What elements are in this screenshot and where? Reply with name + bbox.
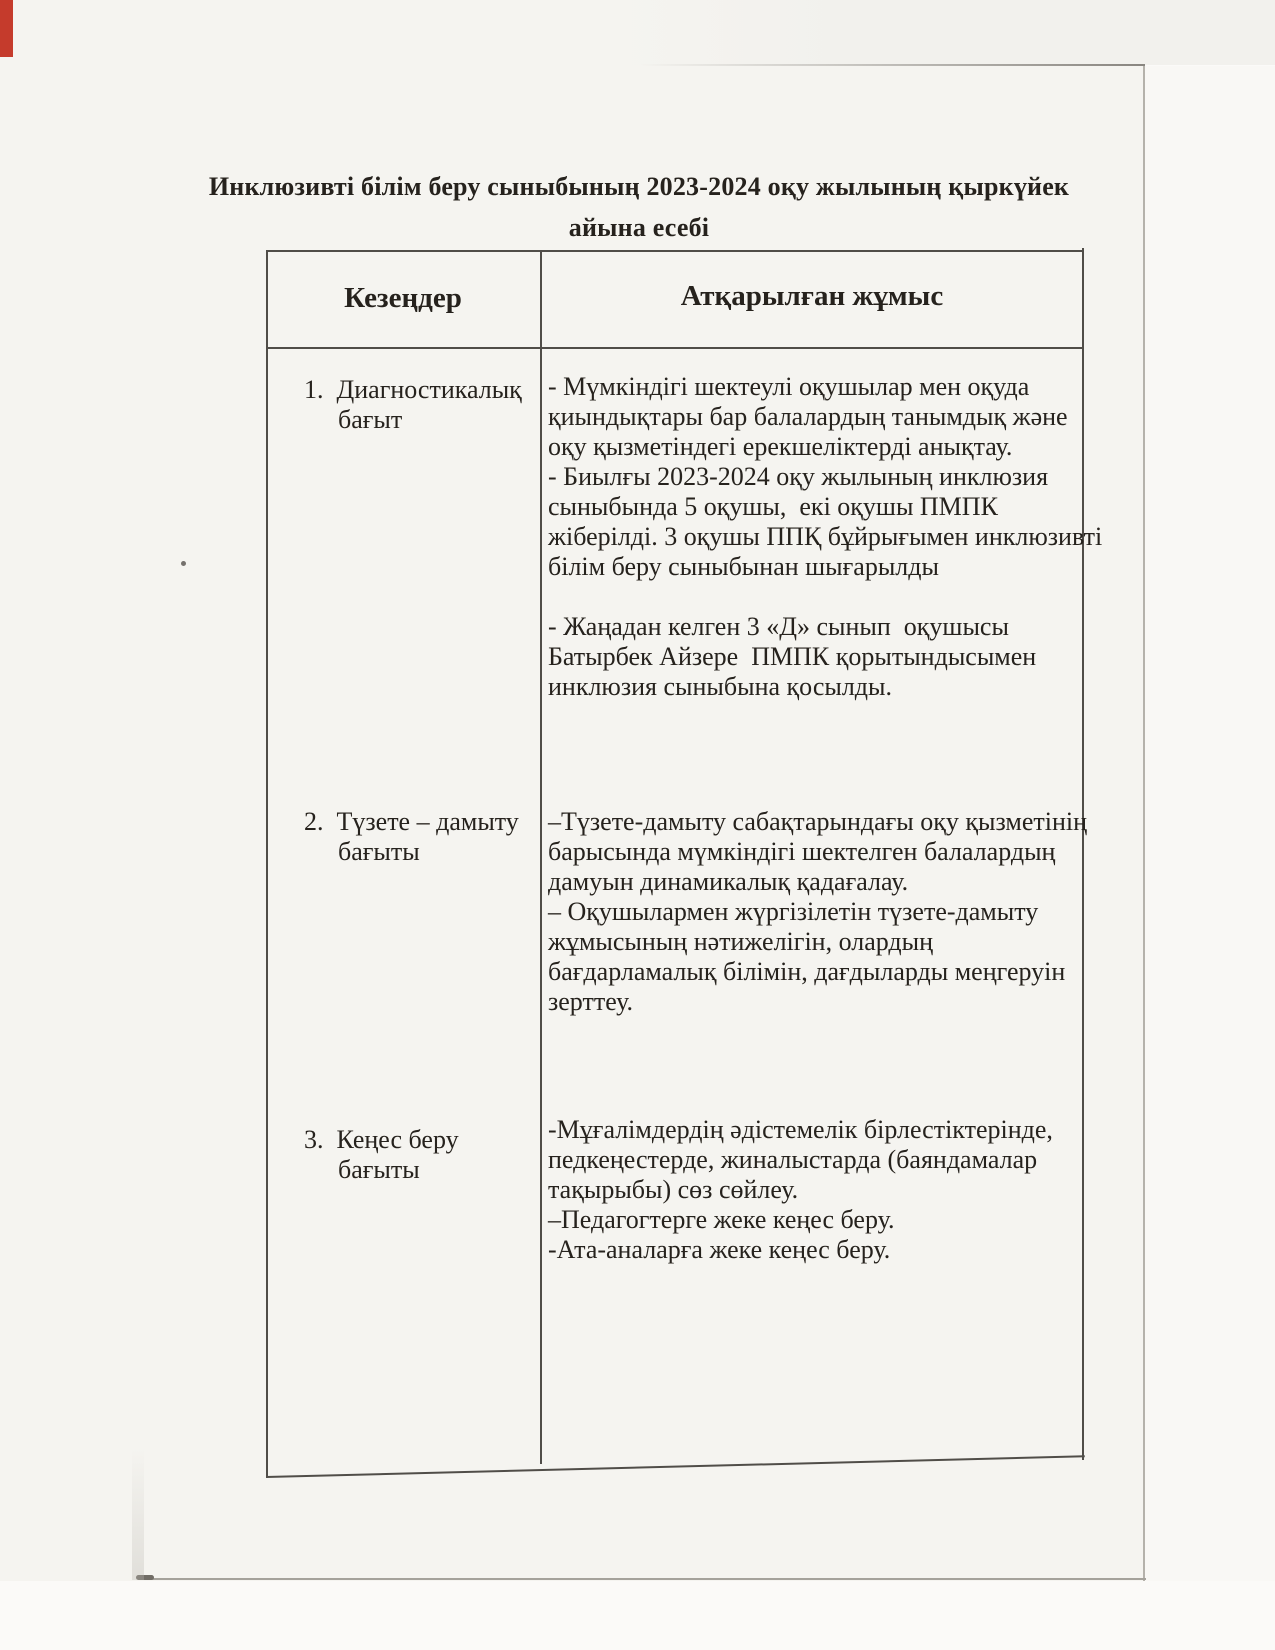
document-title	[134, 166, 1144, 248]
paper-right-edge	[1143, 66, 1145, 1581]
table-border-top	[266, 250, 1084, 252]
work-cell: - Мүмкіндігі шектеулі оқушылар мен оқуда қиындықтары бар балалардың танымдық және оқу қызметіндегі ерекшеліктерді анықтау. - Биылғы 2023-2024 оқу жылының инклюзия сыныбында 5 оқушы, екі оқушы ПМПК жіберілді. 3 оқушы ППҚ бұйрығымен инклюзивті білім беру сыныбынан шығарылды - Жаңадан келген 3 «Д» сынып оқушысы Батырбек Айзере ПМПК қорытындысымен инклюзия сыныбына қосылды.	[548, 372, 1103, 701]
scan-artifact-red-strip	[0, 0, 13, 57]
scanner-background-top	[610, 0, 1275, 65]
stage-cell: 2. Түзете – дамыту бағыты	[304, 807, 519, 866]
column-header-stages: Кезеңдер	[344, 282, 462, 314]
table-header-separator	[266, 347, 1082, 349]
document-title-line2: айына есебі	[568, 213, 710, 242]
work-cell: –Түзете-дамыту сабақтарындағы оқу қызметінің барысында мүмкіндігі шектелген балалардың дамуын динамикалық қадағалау. – Оқушылармен жүргізілетін түзете-дамыту жұмысының нәтижелігін, олардың бағдарламалық білімін, дағдыларды меңгеруін зерттеу.	[548, 807, 1088, 1016]
work-cell: -Мұғалімдердің әдістемелік бірлестіктерінде, педкеңестерде, жиналыстарда (баяндамалар тақырыбы) сөз сөйлеу. –Педагогтерге жеке кеңес беру. -Ата-аналарға жеке кеңес беру.	[548, 1115, 1053, 1264]
table-border-left	[266, 250, 268, 1478]
scan-artifact-streak	[132, 1448, 144, 1580]
document-title-line1: Инклюзивті білім беру сыныбының 2023-2024 оқу жылының қыркүйек	[208, 172, 1070, 201]
stage-cell: 3. Кеңес беру бағыты	[304, 1125, 459, 1184]
stage-cell: 1. Диагностикалық бағыт	[304, 375, 522, 434]
column-header-work: Атқарылған жұмыс	[680, 280, 944, 312]
scanner-background-right	[1145, 66, 1275, 1581]
scanner-background-bottom	[0, 1581, 1275, 1650]
paper-bottom-edge	[142, 1578, 1146, 1580]
scan-artifact-dot	[181, 561, 186, 566]
paper-top-edge	[640, 64, 1145, 66]
